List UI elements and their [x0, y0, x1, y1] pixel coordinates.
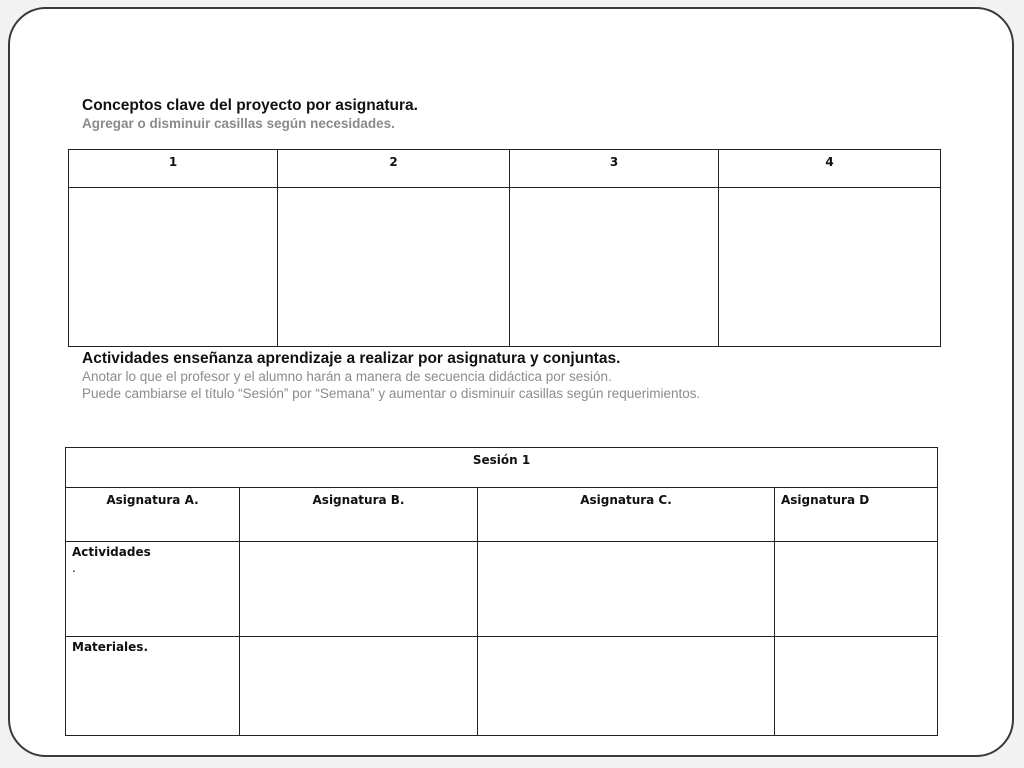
materials-row-label: Materiales. — [66, 637, 240, 736]
concepts-col-4: 4 — [719, 150, 941, 188]
activities-cell-c[interactable] — [478, 542, 775, 637]
concepts-cell-3[interactable] — [510, 188, 719, 347]
session-column-header-row — [66, 488, 938, 542]
activities-note-1: Anotar lo que el profesor y el alumno harán a manera de secuencia didáctica por sesión. — [82, 369, 612, 384]
concepts-cell-4[interactable] — [719, 188, 941, 347]
concepts-note: Agregar o disminuir casillas según necesidades. — [82, 116, 395, 131]
concepts-col-1: 1 — [69, 150, 278, 188]
column-asignatura-a: Asignatura A. — [66, 488, 240, 542]
concepts-cell-1[interactable] — [69, 188, 278, 347]
concepts-cell-2[interactable] — [278, 188, 510, 347]
materials-cell-b[interactable] — [240, 637, 478, 736]
activities-row — [66, 542, 938, 637]
concepts-col-2: 2 — [278, 150, 510, 188]
concepts-header-row — [69, 150, 941, 188]
concepts-table — [68, 149, 941, 347]
concepts-col-3: 3 — [510, 150, 719, 188]
activities-row-dot: . — [72, 561, 76, 575]
column-asignatura-c: Asignatura C. — [478, 488, 775, 542]
concepts-body-row — [69, 188, 941, 347]
concepts-heading: Conceptos clave del proyecto por asignatura. — [82, 97, 418, 114]
activities-cell-d[interactable] — [775, 542, 938, 637]
activities-heading: Actividades enseñanza aprendizaje a realizar por asignatura y conjuntas. — [82, 350, 621, 367]
session-title: Sesión 1 — [66, 448, 938, 488]
activities-row-label-cell — [66, 542, 240, 637]
activities-note-2: Puede cambiarse el título “Sesión” por “Semana” y aumentar o disminuir casillas según requerimientos. — [82, 386, 701, 401]
activities-cell-b[interactable] — [240, 542, 478, 637]
materials-cell-c[interactable] — [478, 637, 775, 736]
column-asignatura-d: Asignatura D — [775, 488, 938, 542]
session-title-row — [66, 448, 938, 488]
activities-row-label: Actividades — [72, 545, 151, 559]
column-asignatura-b: Asignatura B. — [240, 488, 478, 542]
materials-row — [66, 637, 938, 736]
session-table — [65, 447, 938, 736]
materials-cell-d[interactable] — [775, 637, 938, 736]
